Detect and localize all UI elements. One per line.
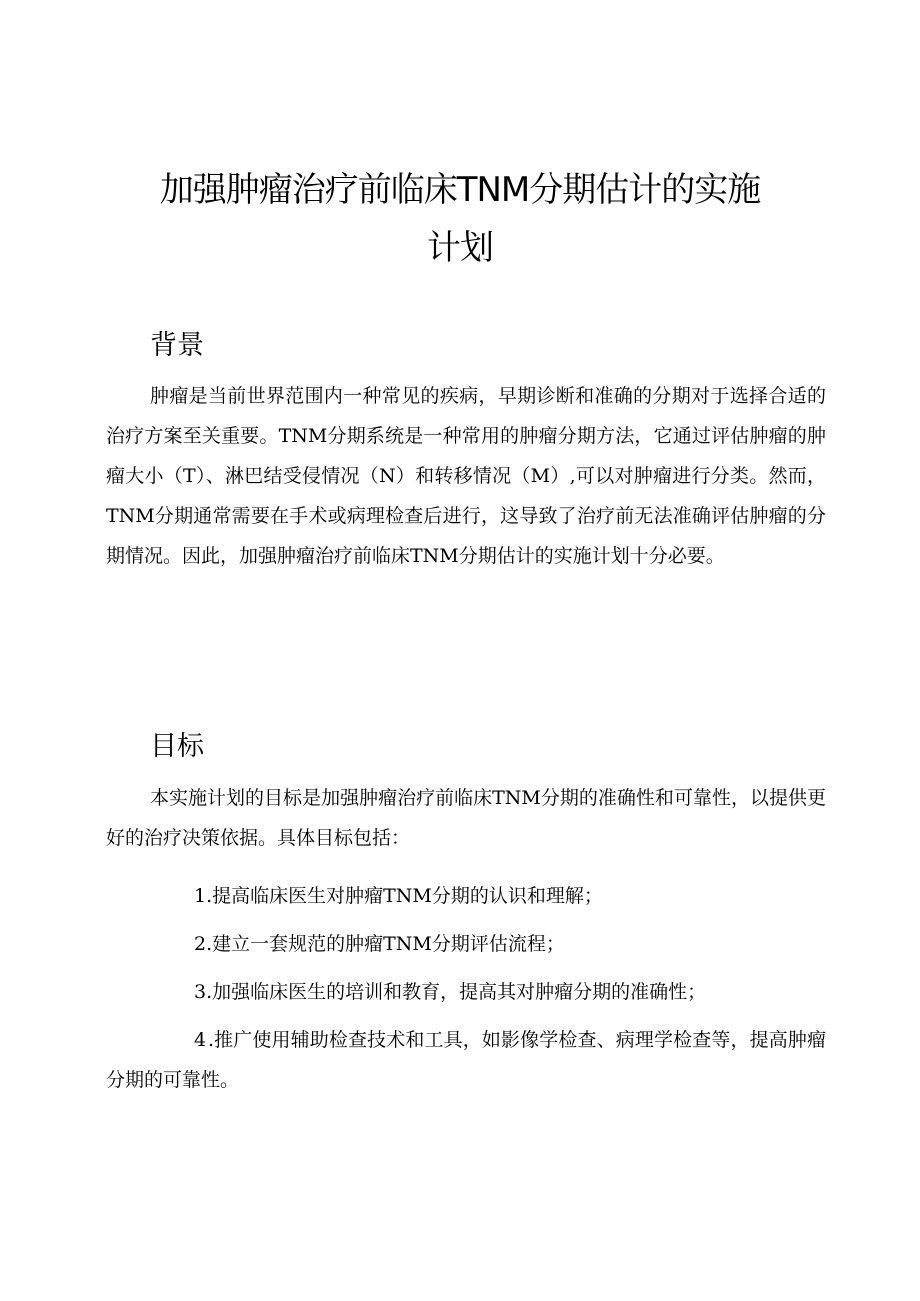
goals-paragraph: 本实施计划的目标是加强肿瘤治疗前临床TNM分期的准确性和可靠性，以提供更好的治疗决策依据。具体目标包括： xyxy=(106,787,826,849)
background-paragraph: 肿瘤是当前世界范围内一种常见的疾病，早期诊断和准确的分期对于选择合适的治疗方案至关重要。TNM分期系统是一种常用的肿瘤分期方法，它通过评估肿瘤的肿瘤大小（T）、淋巴结受侵情况（N）和转移情况（M）,可以对肿瘤进行分类。然而，TNM分期通常需要在手术或病理检查后进行，这导致了治疗前无法准确评估肿瘤的分期情况。因此，加强肿瘤治疗前临床TNM分期估计的实施计划十分必要。 xyxy=(106,385,826,567)
document-title xyxy=(0,161,920,277)
goal-item-4 xyxy=(106,1020,826,1100)
goal-item-2 xyxy=(106,924,826,964)
goal-item-text: .推广使用辅助检查技术和工具，如影像学检查、病理学检查等，提高肿瘤分期的可靠性。 xyxy=(106,1029,826,1091)
goal-item-text: .提高临床医生对肿瘤TNM分期的认识和理解； xyxy=(206,885,603,907)
goal-item-number: 3 xyxy=(194,981,207,1003)
title-line-1: 加强肿瘤治疗前临床TNM分期估计的实施 xyxy=(159,170,761,210)
goal-item-number: 1 xyxy=(194,885,207,907)
title-line-2: 计划 xyxy=(427,228,493,268)
goal-item-text: .建立一套规范的肿瘤TNM分期评估流程； xyxy=(206,933,565,955)
goal-item-3 xyxy=(106,972,826,1012)
section-heading-background: 背景 xyxy=(150,330,204,361)
goal-item-text: .加强临床医生的培训和教育，提高其对肿瘤分期的准确性； xyxy=(206,981,707,1003)
goal-item-number: 4 xyxy=(194,1029,207,1051)
goal-item-1 xyxy=(106,876,826,916)
goal-item-number: 2 xyxy=(194,933,207,955)
section-heading-goals: 目标 xyxy=(150,731,204,762)
